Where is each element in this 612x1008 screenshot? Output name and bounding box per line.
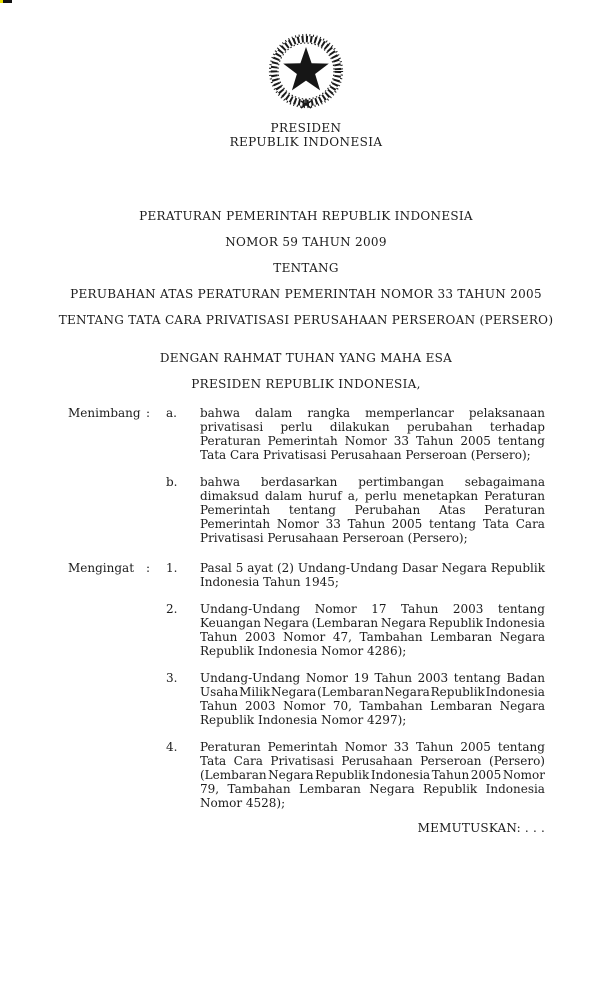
text-line: bahwa dalam rangka memperlancar pelaksanaan [200,406,545,420]
text-line: dimaksud dalam huruf a, perlu menetapkan Peraturan [200,489,545,503]
text-line: Peraturan Pemerintah Nomor 33 Tahun 2005 tentang [200,434,545,448]
menimbang-colon: : [146,406,151,420]
menimbang-label: Menimbang [68,406,141,420]
menimbang-items [166,406,545,545]
regulation-number-line: NOMOR 59 TAHUN 2009 [225,235,387,249]
mengingat-label: Mengingat [68,561,135,575]
memutuskan-line: MEMUTUSKAN: . . . [417,821,545,835]
artifact-black-mark [3,0,12,3]
item-marker: 2. [166,602,178,616]
text-line: Tata Cara Privatisasi Perusahaan Perseroan (Persero); [200,448,531,462]
letterhead [0,0,612,113]
tentang-label: TENTANG [273,261,339,275]
text-line: Usaha Milik Negara (Lembaran Negara Republik Indonesia [200,685,545,699]
invocation-line: DENGAN RAHMAT TUHAN YANG MAHA ESA [159,351,453,365]
list-item [166,561,545,589]
text-line: Undang-Undang Nomor 19 Tahun 2003 tentang Badan [200,671,545,685]
item-marker: a. [166,406,177,420]
item-lines [200,406,545,462]
list-item [166,406,545,462]
item-lines [200,602,545,658]
list-item [166,602,545,658]
text-line: Tata Cara Privatisasi Perusahaan Perseroan (Persero) [200,754,545,768]
preamble-block [0,345,612,397]
menimbang-section [0,406,612,545]
regulation-title-block [0,203,612,333]
text-line: (Lembaran Negara Republik Indonesia Tahun 2005 Nomor [200,768,545,782]
item-marker: b. [166,475,178,489]
text-line: Pemerintah tentang Perubahan Atas Peraturan [200,503,545,517]
text-line: Keuangan Negara (Lembaran Negara Republik Indonesia [200,616,545,630]
mengingat-items [166,561,545,810]
national-emblem-star-wreath-icon [266,33,346,113]
item-marker: 3. [166,671,178,685]
text-line: 79, Tambahan Lembaran Negara Republik Indonesia [200,782,545,796]
subject-line-1: PERUBAHAN ATAS PERATURAN PEMERINTAH NOMOR 33 TAHUN 2005 [70,287,542,301]
text-line: Privatisasi Perusahaan Perseroan (Persero); [200,531,468,545]
list-item [166,740,545,810]
issuer-line: PRESIDEN REPUBLIK INDONESIA, [191,377,421,391]
text-line: Pasal 5 ayat (2) Undang-Undang Dasar Negara Republik [200,561,545,575]
text-line: privatisasi perlu dilakukan perubahan terhadap [200,420,545,434]
republik-indonesia-label: REPUBLIK INDONESIA [229,135,383,149]
text-line: Peraturan Pemerintah Nomor 33 Tahun 2005 tentang [200,740,545,754]
text-line: Republik Indonesia Nomor 4297); [200,713,407,727]
mengingat-colon: : [146,561,151,575]
item-lines [200,740,545,810]
scan-corner-artifact [0,0,12,3]
item-marker: 1. [166,561,178,575]
item-lines [200,475,545,545]
text-line: Undang-Undang Nomor 17 Tahun 2003 tentang [200,602,545,616]
text-line: Nomor 4528); [200,796,286,810]
clauses [0,406,612,810]
text-line: Indonesia Tahun 1945; [200,575,339,589]
item-marker: 4. [166,740,178,754]
text-line: Pemerintah Nomor 33 Tahun 2005 tentang Tata Cara [200,517,545,531]
text-line: Tahun 2003 Nomor 47, Tambahan Lembaran Negara [200,630,545,644]
text-line: Republik Indonesia Nomor 4286); [200,644,407,658]
letterhead-text [0,121,612,149]
text-line: bahwa berdasarkan pertimbangan sebagaimana [200,475,545,489]
presiden-label: PRESIDEN [270,121,342,135]
text-line: Tahun 2003 Nomor 70, Tambahan Lembaran Negara [200,699,545,713]
item-lines [200,561,545,589]
list-item [166,475,545,545]
subject-line-2: TENTANG TATA CARA PRIVATISASI PERUSAHAAN PERSEROAN (PERSERO) [58,313,554,327]
item-lines [200,671,545,727]
mengingat-section [0,561,612,810]
star-icon [283,47,329,90]
list-item [166,671,545,727]
regulation-title-line: PERATURAN PEMERINTAH REPUBLIK INDONESIA [139,209,473,223]
